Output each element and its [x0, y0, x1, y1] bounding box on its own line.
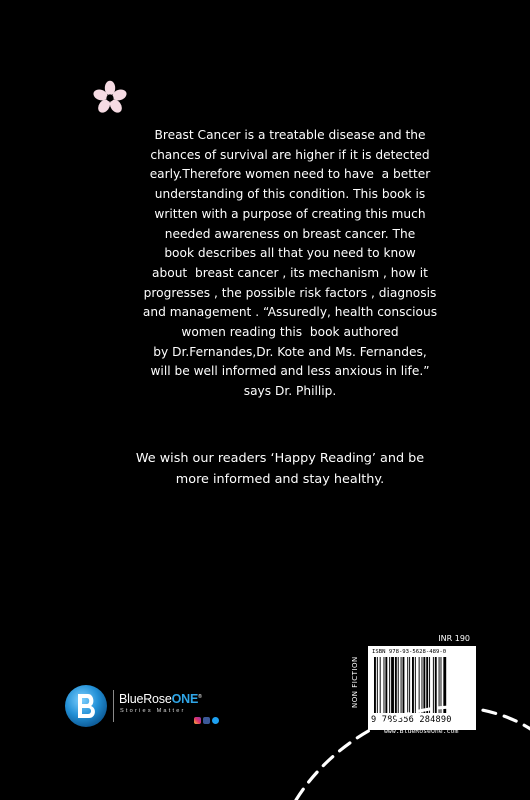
bluerose-logo-icon [64, 684, 108, 728]
barcode-bar [435, 657, 437, 713]
description-line: book describes all that you need to know [164, 246, 416, 261]
description-line: written with a purpose of creating this much [154, 206, 426, 221]
flower-icon [92, 80, 128, 116]
barcode-bar [384, 657, 385, 713]
description-line: chances of survival are higher if it is detected [150, 147, 430, 162]
closing-line: more informed and stay healthy. [175, 472, 385, 487]
barcode-bar [380, 657, 381, 713]
barcode-bar [429, 657, 430, 713]
barcode-bar [407, 657, 408, 713]
barcode-bar [389, 657, 390, 713]
publisher-name [119, 692, 202, 706]
barcode-bar [443, 657, 446, 713]
barcode-bar [374, 657, 376, 713]
description-line: women reading this book authored [181, 325, 399, 340]
facebook-icon[interactable] [203, 717, 210, 724]
genre-label: NON FICTION [351, 656, 359, 708]
brand-divider [113, 690, 114, 722]
barcode-bar [426, 657, 428, 713]
barcode-bar [391, 657, 394, 713]
description-line: by Dr.Fernandes,Dr. Kote and Ms. Fernandes, [153, 344, 427, 359]
website-url: www.BlueRoseOne.com [384, 727, 459, 735]
barcode-bar [385, 657, 387, 713]
social-icons [194, 717, 224, 725]
description-line: says Dr. Phillip. [243, 384, 337, 399]
book-description [140, 126, 440, 402]
publisher-tagline: Stories Matter [120, 708, 186, 714]
publisher-name-main: BlueRose [119, 692, 172, 706]
barcode-bar [401, 657, 402, 713]
description-line: early.Therefore women need to have a better [149, 167, 431, 182]
barcode-bar [422, 657, 423, 713]
description-line: progresses , the possible risk factors , diagnosis [143, 285, 437, 300]
barcode-bar [439, 657, 440, 713]
barcode-bar [398, 657, 399, 713]
barcode-bar [403, 657, 405, 713]
barcode-bars [374, 657, 470, 713]
barcode-bar [395, 657, 397, 713]
description-line: will be well informed and less anxious in life.” [150, 364, 430, 379]
description-line: needed awareness on breast cancer. The [164, 226, 416, 241]
barcode-bar [419, 657, 420, 713]
publisher-brand [64, 684, 224, 728]
barcode-bar [423, 657, 425, 713]
barcode-number: 9 789356 284890 [371, 715, 452, 725]
registered-mark: ® [198, 693, 202, 700]
barcode-bar [412, 657, 414, 713]
barcode-bar [441, 657, 442, 713]
isbn-label: ISBN 978-93-5628-489-0 [372, 649, 447, 655]
barcode-bar [409, 657, 410, 713]
isbn-barcode [368, 646, 476, 730]
twitter-icon[interactable] [212, 717, 219, 724]
description-line: and management . “Assuredly, health conscious [142, 305, 438, 320]
price-label: INR 190 [438, 634, 470, 643]
description-line: Breast Cancer is a treatable disease and the [154, 128, 426, 142]
description-line: about breast cancer , its mechanism , how it [152, 265, 428, 280]
barcode-bar [377, 657, 378, 713]
closing-message [110, 448, 450, 490]
closing-line: We wish our readers ‘Happy Reading’ and be [135, 451, 425, 466]
barcode-bar [415, 657, 416, 713]
instagram-icon[interactable] [194, 717, 201, 724]
barcode-bar [433, 657, 434, 713]
publisher-name-accent: ONE [171, 692, 199, 706]
description-line: understanding of this condition. This book is [154, 187, 426, 202]
